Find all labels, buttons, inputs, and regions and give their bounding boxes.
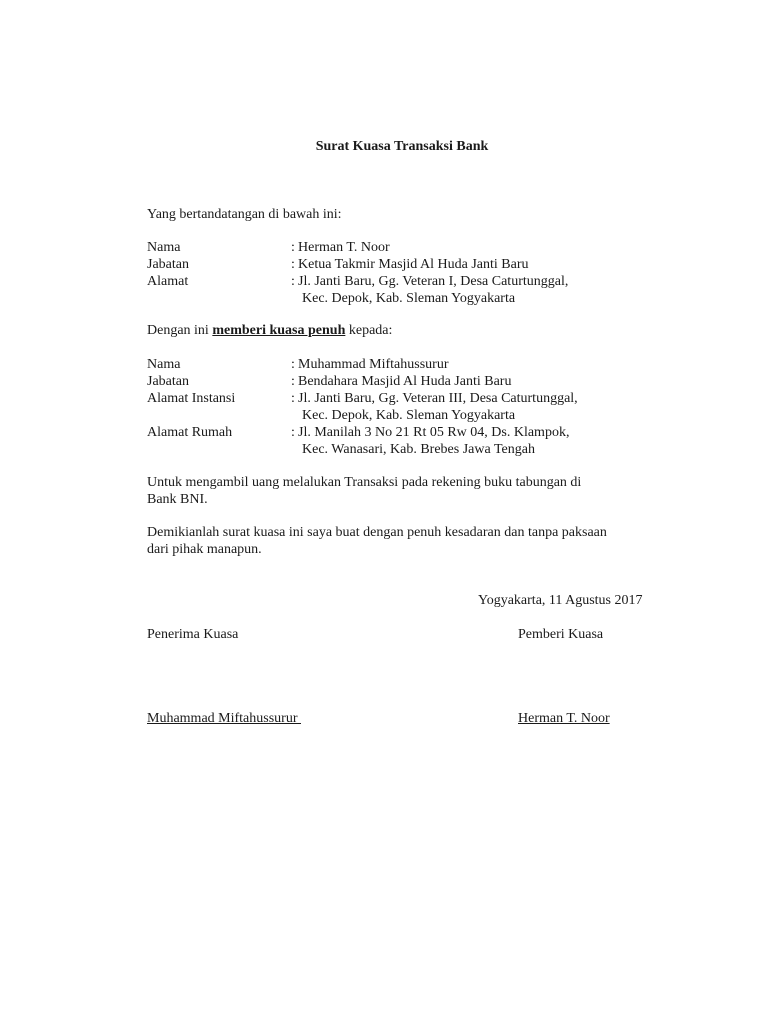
- penerima-nama-label: Nama: [147, 357, 181, 372]
- penerima-alamat-rumah-label: Alamat Rumah: [147, 425, 233, 440]
- penerima-alamat-instansi-label: Alamat Instansi: [147, 391, 236, 406]
- penerima-jabatan-label: Jabatan: [147, 374, 189, 389]
- place-date: Yogyakarta, 11 Agustus 2017: [478, 593, 643, 608]
- purpose-line-1: Untuk mengambil uang melalukan Transaksi pada rekening buku tabungan di: [147, 475, 582, 490]
- penerima-alamat-rumah-value: Jl. Manilah 3 No 21 Rt 05 Rw 04, Ds. Klampok,: [298, 425, 570, 440]
- colon: :: [291, 357, 295, 372]
- grant-emphasis: memberi kuasa penuh: [212, 323, 346, 338]
- grant-prefix: Dengan ini: [147, 323, 213, 338]
- colon: :: [291, 374, 295, 389]
- penerima-jabatan-value: Bendahara Masjid Al Huda Janti Baru: [298, 374, 512, 389]
- closing-line-1: Demikianlah surat kuasa ini saya buat dengan penuh kesadaran dan tanpa paksaan: [147, 525, 607, 540]
- penerima-alamat-rumah-value-line2: Kec. Wanasari, Kab. Brebes Jawa Tengah: [302, 442, 535, 457]
- closing-line-2: dari pihak manapun.: [147, 542, 262, 557]
- penerima-nama-value: Muhammad Miftahussurur: [298, 357, 449, 372]
- recipient-name: Muhammad Miftahussurur: [147, 711, 301, 726]
- colon: :: [291, 391, 295, 406]
- grant-suffix: kepada:: [345, 323, 393, 338]
- colon: :: [291, 240, 295, 255]
- letter-title: Surat Kuasa Transaksi Bank: [315, 139, 489, 154]
- pemberi-alamat-value-line2: Kec. Depok, Kab. Sleman Yogyakarta: [302, 291, 516, 306]
- penerima-alamat-instansi-value: Jl. Janti Baru, Gg. Veteran III, Desa Caturtunggal,: [298, 391, 578, 406]
- pemberi-alamat-value: Jl. Janti Baru, Gg. Veteran I, Desa Caturtunggal,: [298, 274, 569, 289]
- grantor-name: Herman T. Noor: [518, 711, 610, 726]
- colon: :: [291, 257, 295, 272]
- pemberi-jabatan-label: Jabatan: [147, 257, 189, 272]
- pemberi-nama-value: Herman T. Noor: [298, 240, 390, 255]
- pemberi-alamat-label: Alamat: [147, 274, 189, 289]
- colon: :: [291, 425, 295, 440]
- purpose-line-2: Bank BNI.: [147, 492, 208, 507]
- grant-sentence: [147, 322, 392, 339]
- pemberi-jabatan-value: Ketua Takmir Masjid Al Huda Janti Baru: [298, 257, 529, 272]
- penerima-alamat-instansi-value-line2: Kec. Depok, Kab. Sleman Yogyakarta: [302, 408, 516, 423]
- pemberi-nama-label: Nama: [147, 240, 181, 255]
- colon: :: [291, 274, 295, 289]
- recipient-role: Penerima Kuasa: [147, 627, 239, 642]
- grantor-role: Pemberi Kuasa: [518, 627, 604, 642]
- intro-text: Yang bertandatangan di bawah ini:: [147, 207, 342, 222]
